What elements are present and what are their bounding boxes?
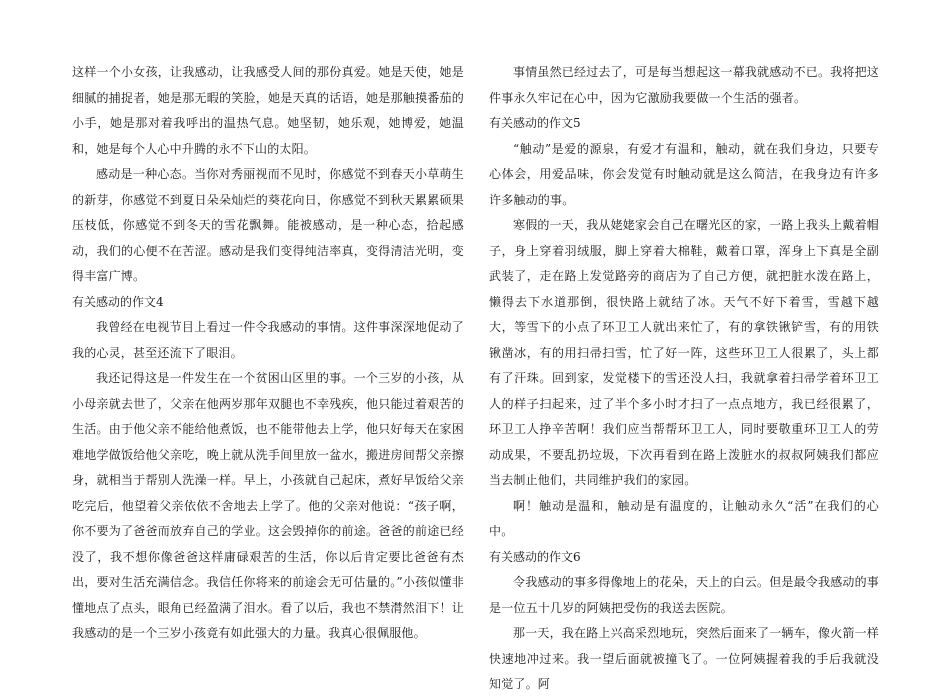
paragraph: 令我感动的事多得像地上的花朵，天上的白云。但是最令我感动的事是一位五十几岁的阿姨把受伤的我送去医院。 [489, 575, 880, 615]
paragraph: 啊！触动是温和，触动是有温度的，让触动永久“活”在我们的心中。 [489, 498, 879, 538]
left-column [72, 60, 464, 647]
paragraph: 寒假的一天，我从姥姥家会自己在曙光区的家，一路上我头上戴着帽子，身上穿着羽绒服，脚上穿着大棉鞋，戴着口罩，浑身上下真是全副武装了，走在路上发觉路旁的商店为了自己方便，就把脏水泼在路上，懒得去下水道那倒，很快路上就结了冰。天气不好下着雪，雪越下越大，等雪下的小点了环卫工人就出来忙了，有的拿铁锹铲雪，有的用铁锹凿冰，有的用扫帚扫雪，忙了好一阵，这些环卫工人很累了，头上都有了汗珠。回到家，发觉楼下的雪还没人扫，我就拿着扫帚学着环卫工人的样子扫起来，过了半个多小时才扫了一点点地方，我已经很累了，环卫工人挣辛苦啊！我们应当帮帮环卫工人，同时要敬重环卫工人的劳动成果，不要乱扔垃圾，下次再看到在路上泼脏水的叔叔阿姨我们都应当去制止他们，共同维护我们的家园。 [489, 218, 880, 487]
right-column [489, 60, 879, 698]
section-heading: 有关感动的作文6 [489, 549, 581, 564]
section-heading: 有关感动的作文5 [489, 116, 581, 130]
paragraph: 事情虽然已经过去了，可是每当想起这一幕我就感动不已。我将把这件事永久牢记在心中，因为它激励我要做一个生活的强者。 [489, 65, 880, 105]
paragraph: 我曾经在电视节目上看过一件令我感动的事情。这件事深深地促动了我的心灵，甚至还流下了眼泪。 [72, 320, 464, 360]
paragraph: 那一天，我在路上兴高采烈地玩，突然后面来了一辆车，像火箭一样快速地冲过来。我一望后面就被撞飞了。一位阿姨握着我的手后我就没知觉了。阿 [489, 626, 880, 691]
paragraph: 感动是一种心态。当你对秀丽视而不见时，你感觉不到春天小草萌生的新芽，你感觉不到夏日朵朵灿烂的葵花向日，你感觉不到秋天累累硕果压枝低，你感觉不到冬天的雪花飘舞。能被感动，是一种心态，拾起感动，我们的心便不在苦涩。感动是我们变得纯洁率真，变得清洁光明，变得丰富广博。 [72, 167, 464, 283]
paragraph: 我还记得这是一件发生在一个贫困山区里的事。一个三岁的小孩，从小母亲就去世了，父亲在他两岁那年双腿也不幸残疾，他只能过着艰苦的生活。由于他父亲不能给他煮饭，也不能带他去上学，他只好每天在家困难地学做饭给他父亲吃，晚上就从洗手间里放一盆水，搬进房间帮父亲擦身，就相当于帮别人洗澡一样。早上，小孩就自己起床，煮好早饭给父亲吃完后，他望着父亲依依不舍地去上学了。他的父亲对他说：“孩子啊，你不要为了爸爸而放弃自己的学业。这会毁掉你的前途。爸爸的前途已经没了，我不想你像爸爸这样庸碌艰苦的生活，你以后肯定要比爸爸有杰出，要对生活充满信念。我信任你将来的前途会无可估量的。”小孩似懂非懂地点了点头，眼角已经盈满了泪水。看了以后，我也不禁潸然泪下！让我感动的是一个三岁小孩竟有如此强大的力量。我真心很佩服他。 [72, 371, 464, 640]
paragraph: “触动”是爱的源泉，有爱才有温和，触动，就在我们身边，只要专心体会，用爱品味，你会发觉有时触动就是这么简洁，在我身边有许多许多触动的事。 [489, 141, 879, 207]
paragraph: 这样一个小女孩，让我感动，让我感受人间的那份真爱。她是天使，她是细腻的捕捉者，她是那无暇的笑脸，她是天真的话语，她是那触摸番茄的小手，她是那对着我呼出的温热气息。她坚韧，她乐观，她博爱，她温和，她是每个人心中升腾的永不下山的太阳。 [72, 65, 464, 156]
section-heading: 有关感动的作文4 [72, 294, 164, 309]
